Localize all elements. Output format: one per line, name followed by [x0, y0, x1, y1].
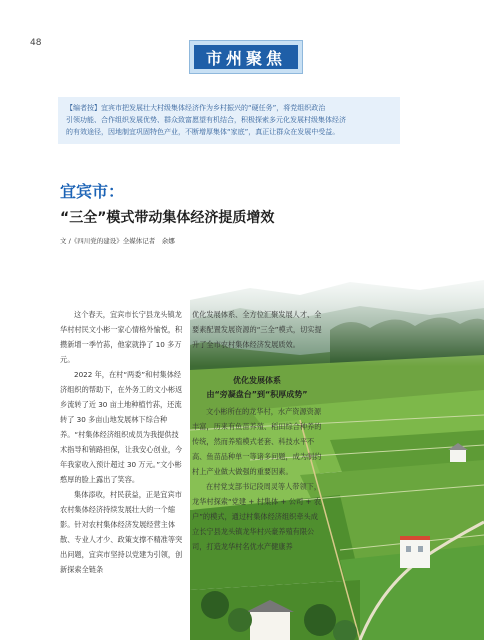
article-headline: “三全”模式带动集体经济提质增效	[60, 210, 275, 226]
subheading-2: 由“旁凝盘台”到“积厚成势”	[206, 390, 308, 399]
city-title: 宜宾市：	[60, 182, 125, 201]
editor-note-line-2: 引领功能、合作组织发展优势、群众致富愿望有机结合，积极探索多元化发展村级集体经济	[66, 116, 346, 124]
editor-note-tag: 【编者按】	[66, 104, 101, 112]
byline: 文 /《四川党的建设》全媒体记者 余娜	[60, 237, 175, 245]
paragraph: 2022 年，在村“两委”和村集体经济组织的帮助下，在外务工的文小彬返乡流转了近 30 亩土地种植竹荪，还流转了 30 多亩山地发展林下综合种养。“村集体经济组织成员为我提供技术指导和销路担保，让我安心创业，今年我家收入预计超过 30 万元。”文小彬憨厚的脸上露出了笑容。	[60, 370, 183, 484]
paragraph: 在村党支部书记段周灵等人带领下，龙华村探索“党建 + 村集体 + 公司 + 农户”的模式，通过村集体经济组织牵头成立长宁县龙头镇龙华村兴豪养殖有限公司，打造龙华村名优水产健康养	[192, 482, 322, 551]
paragraph: 这个春天，宜宾市长宁县龙头镇龙华村村民文小彬一家心情格外愉悦，积攒新增一季竹荪，他家就挣了 10 多万元。	[60, 310, 183, 364]
paragraph: 优化发展体系、全方位汇聚发展人才、全要素配置发展资源的“三全”模式，切实提升了全市农村集体经济发展质效。	[192, 310, 322, 349]
editor-note-line-1: 【编者按】宜宾市把发展壮大村级集体经济作为乡村振兴的“硬任务”，将党组织政治	[66, 104, 326, 112]
editor-note-line-3: 的有效途径，因地制宜巩固特色产业，不断增厚集体“家底”，真正让群众在发展中受益。	[66, 128, 340, 136]
section-title: 市州聚焦	[194, 45, 298, 69]
subheading-1: 优化发展体系	[233, 376, 281, 385]
editor-note	[58, 97, 400, 144]
section-banner	[189, 40, 303, 74]
page-number: 48	[30, 38, 42, 48]
body-left-column	[60, 307, 185, 577]
body-right-column	[192, 307, 322, 554]
paragraph: 文小彬所在的龙华村，水产资源资源丰富，历来有鱼苗养殖、稻田综合种养的传统，然而养殖模式老套、科技水平不高、鱼苗品种单一等诸多问题，成为制约村上产业做大做强的重要因素。	[192, 407, 322, 476]
paragraph: 集体添收，村民获益，正是宜宾市农村集体经济持续发展壮大的一个缩影。针对农村集体经济发展经营主体散、专业人才少、政策支撑不精准等突出问题，宜宾市坚持以党建为引领，创新探索全链条	[60, 490, 183, 574]
